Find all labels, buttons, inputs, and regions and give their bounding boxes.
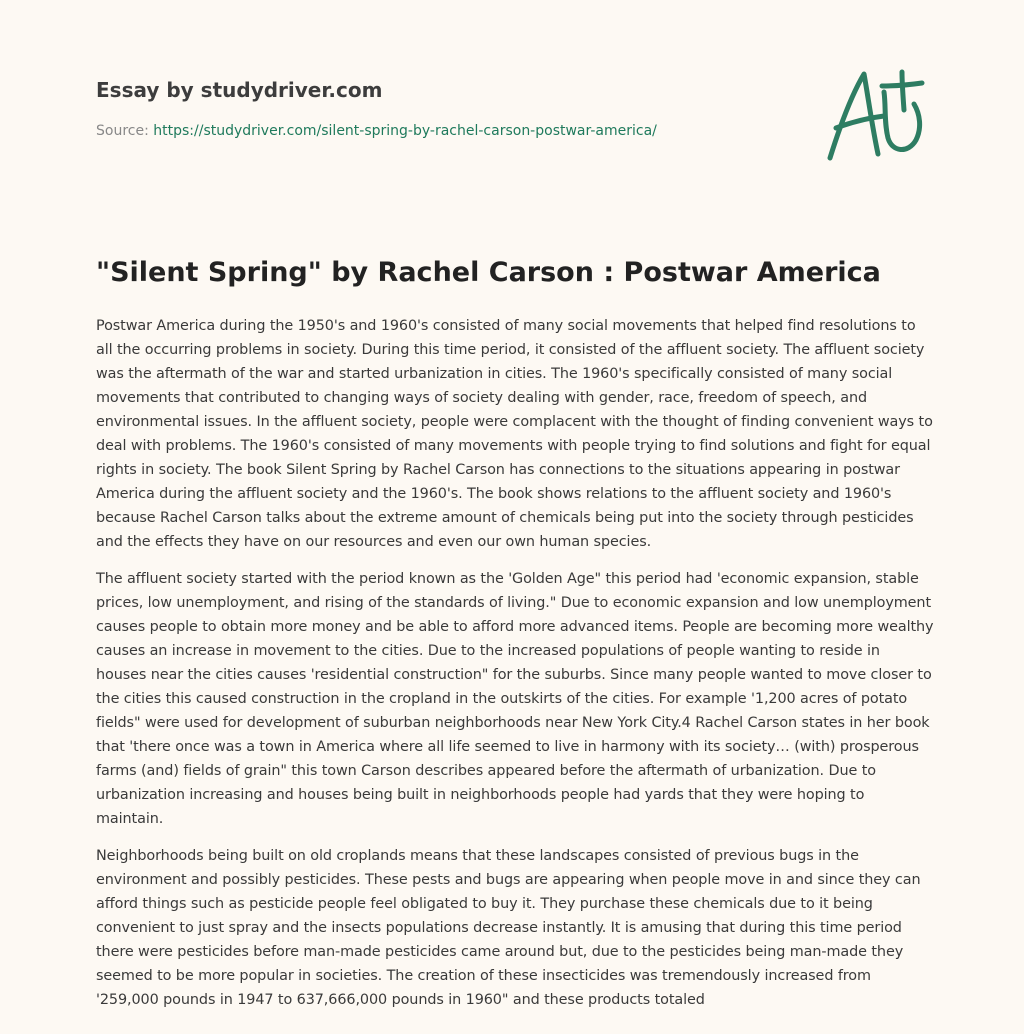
- a-plus-logo-svg: [822, 66, 932, 166]
- source-label: Source:: [96, 123, 149, 139]
- paragraph: The affluent society started with the period known as the 'Golden Age" this period had 'economic expansion, stable prices, low unemployment, and rising of the standards of living." Due to economic expansion and low unemployment causes people to obtain more money and be able to afford more advanced items. People are becoming more wealthy causes an increase in movement to the cities. Due to the increased populations of people wanting to reside in houses near the cities causes 'residential construction" for the suburbs. Since many people wanted to move closer to the cities this caused construction in the cropland in the outskirts of the cities. For example '1,200 acres of potato fields" were used for development of suburban neighborhoods near New York City.4 Rachel Carson states in her book that 'there once was a town in America where all life seemed to live in harmony with its society… (with) prosperous farms (and) fields of grain" this town Carson describes appeared before the aftermath of urbanization. Due to urbanization increasing and houses being built in neighborhoods people had yards that they were hoping to maintain.: [96, 571, 934, 827]
- source-link[interactable]: https://studydriver.com/silent-spring-by-rachel-carson-postwar-america/: [153, 123, 657, 139]
- paragraph: Neighborhoods being built on old croplands means that these landscapes consisted of previous bugs in the environment and possibly pesticides. These pests and bugs are appearing when people move in and since they can afford things such as pesticide people feel obligated to buy it. They purchase these chemicals due to it being convenient to just spray and the insects populations decrease instantly. It is amusing that during this time period there were pesticides before man-made pesticides came around but, due to the pesticides being man-made they seemed to be more popular in societies. The creation of these insecticides was tremendously increased from '259,000 pounds in 1947 to 637,666,000 pounds in 1960" and these products totaled: [96, 848, 921, 1008]
- source-line: [96, 122, 796, 140]
- site-title: Essay by studydriver.com: [96, 78, 383, 102]
- article-body: [96, 314, 934, 1025]
- paragraph: Postwar America during the 1950's and 1960's consisted of many social movements that helped find resolutions to all the occurring problems in society. During this time period, it consisted of the affluent society. The affluent society was the aftermath of the war and started urbanization in cities. The 1960's specifically consisted of many social movements that contributed to changing ways of society dealing with gender, race, freedom of speech, and environmental issues. In the affluent society, people were complacent with the thought of finding convenient ways to deal with problems. The 1960's consisted of many movements with people trying to find solutions and fight for equal rights in society. The book Silent Spring by Rachel Carson has connections to the situations appearing in postwar America during the affluent society and the 1960's. The book shows relations to the affluent society and 1960's because Rachel Carson talks about the extreme amount of chemicals being put into the society through pesticides and the effects they have on our resources and even our own human species.: [96, 318, 933, 550]
- a-plus-grade-icon: [822, 66, 932, 166]
- page-header: [96, 76, 796, 140]
- article-title: "Silent Spring" by Rachel Carson : Postwar America: [96, 257, 881, 288]
